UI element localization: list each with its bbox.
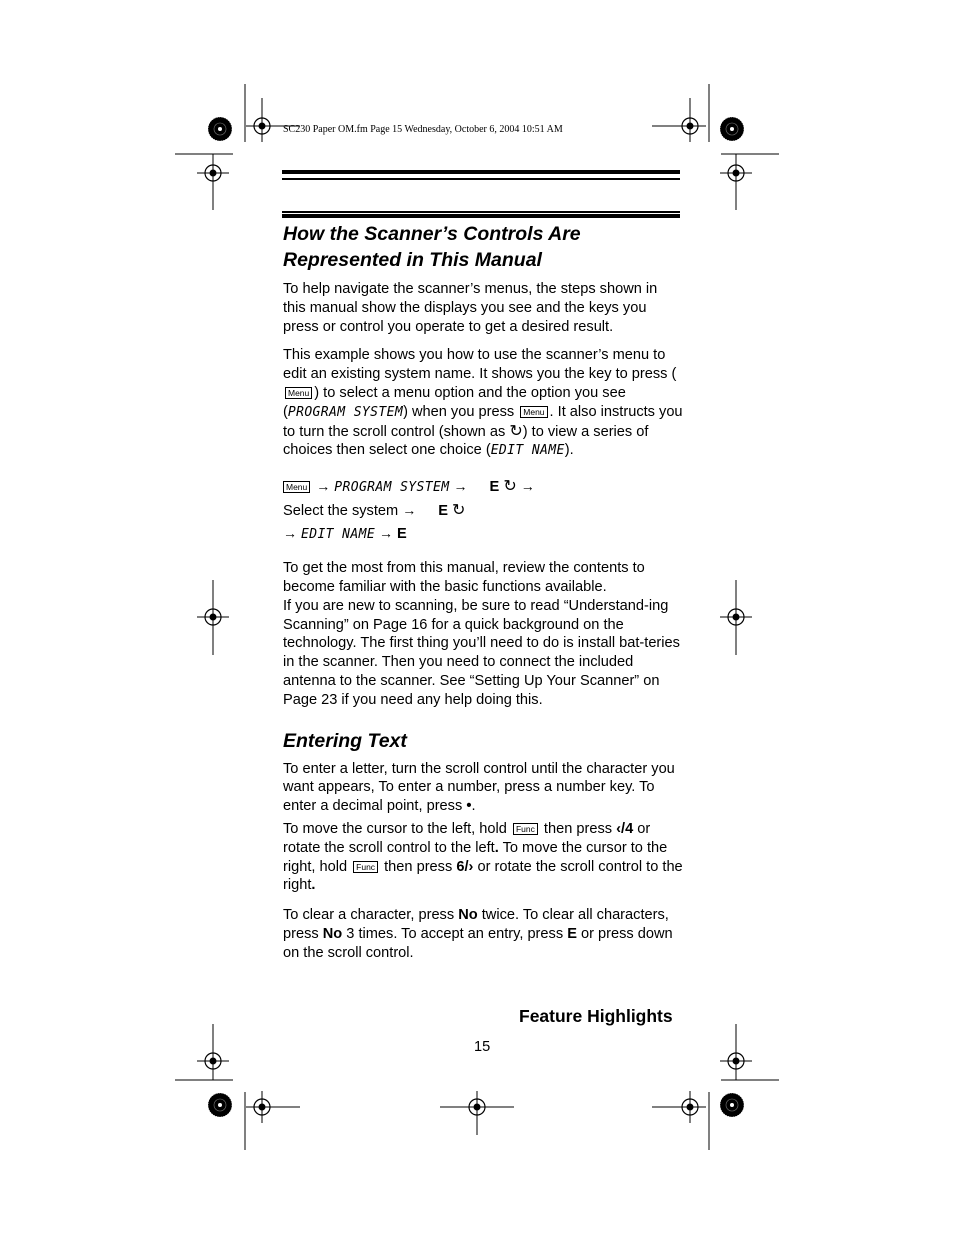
arrow-icon: → — [520, 478, 535, 495]
section-rule-thin — [282, 211, 680, 213]
arrow-icon: → — [316, 478, 331, 495]
page-number: 15 — [474, 1039, 491, 1055]
arrow-icon: → — [283, 525, 297, 542]
step-line-1 — [283, 475, 683, 499]
e-key: E — [567, 925, 577, 942]
menu-key-icon: Menu — [283, 481, 310, 493]
no-key: No — [322, 925, 343, 942]
section-title-controls — [283, 221, 683, 273]
lcd-text: EDIT NAME — [301, 527, 376, 543]
no-key: No — [458, 907, 478, 924]
menu-key-icon: Menu — [285, 387, 312, 399]
footer-section-label: Feature Highlights — [519, 1006, 673, 1026]
func-key-icon: Func — [513, 823, 538, 835]
decimal-point-icon: • — [466, 798, 472, 815]
arrow-icon: → — [402, 502, 417, 519]
step-line-2: Select the system → E ↻ — [283, 502, 466, 520]
title-line-1: How the Scanner’s Controls Are — [283, 223, 581, 245]
paragraph-clear: To clear a character, press No twice. To clear all characters, press No 3 times. To accept an entry, press E or press down on the scroll control. — [283, 907, 673, 961]
paragraph-contents: To get the most from this manual, review the contents to become familiar with the basic functions available. — [283, 560, 645, 595]
lcd-text: PROGRAM SYSTEM — [287, 404, 404, 420]
e-key: E — [438, 503, 448, 520]
arrow-icon: → — [379, 525, 394, 542]
right-key: 6/› — [456, 858, 474, 875]
e-key: E — [489, 479, 500, 496]
scroll-control-icon: ↻ — [509, 422, 523, 440]
title-line-2: Represented in This Manual — [283, 249, 542, 271]
chevron-right-icon: › — [468, 858, 474, 875]
paragraph-cursor: To move the cursor to the left, hold Func then press ‹/4 or rotate the scroll control to the left. To move the cursor to the right, hold Func then press 6/› or rotate the scroll control to the right. — [283, 820, 683, 894]
scroll-control-icon: ↻ — [503, 478, 517, 496]
top-rule-thick — [282, 170, 680, 174]
paragraph-intro: To help navigate the scanner’s menus, the steps shown in this manual show the displays you see and the keys you press or control you operate to get a desired result. — [283, 281, 658, 335]
arrow-icon: → — [453, 478, 468, 495]
menu-key-icon: Menu — [520, 406, 547, 418]
paragraph-new-to-scanning: If you are new to scanning, be sure to read “Understand-ing Scanning” on Page 16 for a quick background on the technology. The first thing you’ll need to do is install bat-teries in the scanner. Then you need to connect the included antenna to the scanner. See “Setting Up Your Scanner” on Page 23 if you need any help doing this. — [283, 597, 680, 708]
lcd-text: EDIT NAME — [490, 443, 565, 459]
menu-steps — [283, 475, 683, 546]
func-key-icon: Func — [353, 861, 378, 873]
paragraph-enter-letter: To enter a letter, turn the scroll control until the character you want appears, To enter a number, press a number key. To enter a decimal point, press •. — [283, 760, 675, 815]
scroll-control-icon: ↻ — [452, 502, 466, 520]
file-info-header: SC230 Paper OM.fm Page 15 Wednesday, October 6, 2004 10:51 AM — [283, 124, 563, 135]
lcd-text: PROGRAM SYSTEM — [334, 480, 450, 496]
paragraph-example: This example shows you how to use the scanner’s menu to edit an existing system name. It shows you the key to press (Menu ) to select a menu option and the option you see (PROGRAM SYSTEM) when you press Menu . It also instructs you to turn the scroll control (shown as ↻) to view a series of choices then select one choice (EDIT NAME). — [283, 347, 683, 459]
chevron-left-icon: ‹ — [616, 820, 622, 837]
left-key: ‹/4 — [616, 820, 634, 837]
section-title-entering-text: Entering Text — [283, 729, 407, 752]
step-line-3 — [283, 522, 683, 546]
e-key: E — [397, 526, 407, 543]
section-rule-thick — [282, 214, 680, 218]
main-column — [283, 221, 683, 963]
top-rule-thin — [282, 178, 680, 180]
